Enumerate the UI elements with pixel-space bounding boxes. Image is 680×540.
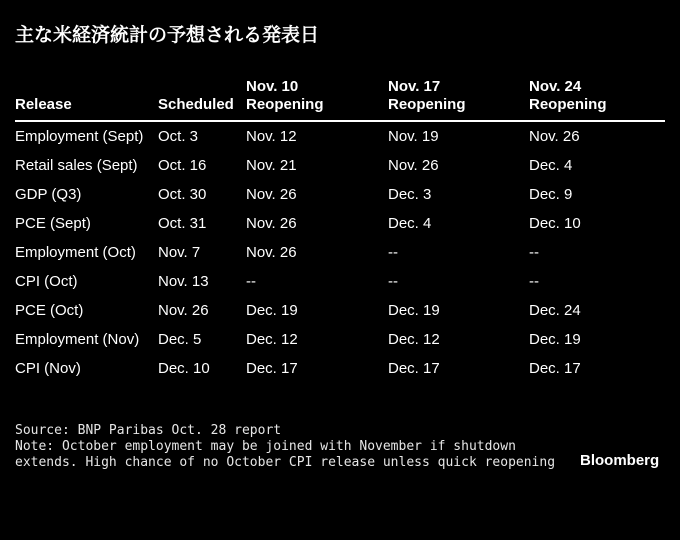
date-cell: -- (388, 244, 398, 261)
date-cell: Dec. 4 (529, 157, 573, 174)
column-header: Nov. 10 Reopening (246, 78, 388, 121)
date-cell: Dec. 24 (529, 302, 581, 319)
date-cell: Dec. 17 (246, 360, 298, 377)
chart-title: 主な米経済統計の予想される発表日 (15, 25, 320, 46)
date-cell: Nov. 26 (246, 215, 297, 232)
release-name-cell: PCE (Sept) (15, 215, 91, 232)
date-cell: Dec. 17 (388, 360, 440, 377)
date-cell: Dec. 17 (529, 360, 581, 377)
date-cell: Dec. 12 (388, 331, 440, 348)
release-table (15, 78, 665, 378)
table-row (15, 349, 665, 378)
date-cell: Nov. 7 (158, 244, 201, 261)
date-cell: Oct. 3 (158, 128, 199, 145)
date-cell: Dec. 10 (158, 360, 210, 377)
table-row (15, 291, 665, 320)
release-name-cell: Employment (Nov) (15, 331, 140, 348)
table-row (15, 204, 665, 233)
release-name-cell: CPI (Nov) (15, 360, 81, 377)
date-cell: Dec. 4 (388, 215, 432, 232)
release-name-cell: CPI (Oct) (15, 273, 78, 290)
date-cell: Dec. 19 (388, 302, 440, 319)
date-cell: Nov. 26 (246, 244, 297, 261)
date-cell: Nov. 26 (529, 128, 580, 145)
source-note (15, 423, 555, 471)
column-header: Nov. 24 Reopening (529, 78, 665, 121)
date-cell: Dec. 5 (158, 331, 202, 348)
table-row (15, 320, 665, 349)
date-cell: Dec. 12 (246, 331, 298, 348)
date-cell: Nov. 12 (246, 128, 297, 145)
source-line: Source: BNP Paribas Oct. 28 report (15, 423, 282, 438)
date-cell: Oct. 30 (158, 186, 207, 203)
date-cell: -- (529, 244, 539, 261)
table-row (15, 175, 665, 204)
note-line: extends. High chance of no October CPI release unless quick reopening (15, 455, 556, 470)
date-cell: Dec. 19 (529, 331, 581, 348)
date-cell: Dec. 3 (388, 186, 432, 203)
release-name-cell: GDP (Q3) (15, 186, 82, 203)
column-header: Nov. 17 Reopening (388, 78, 529, 121)
date-cell: -- (246, 273, 256, 290)
date-cell: -- (529, 273, 539, 290)
date-cell: Oct. 31 (158, 215, 207, 232)
bloomberg-logo: Bloomberg (580, 452, 660, 469)
release-name-cell: Employment (Oct) (15, 244, 136, 261)
table-row (15, 262, 665, 291)
date-cell: Nov. 26 (388, 157, 439, 174)
release-name-cell: PCE (Oct) (15, 302, 84, 319)
date-cell: Nov. 21 (246, 157, 297, 174)
release-name-cell: Employment (Sept) (15, 128, 144, 145)
date-cell: Nov. 26 (246, 186, 297, 203)
date-cell: -- (388, 273, 398, 290)
table-row (15, 146, 665, 175)
date-cell: Dec. 10 (529, 215, 581, 232)
table-row (15, 121, 665, 146)
date-cell: Nov. 26 (158, 302, 209, 319)
column-header: Scheduled (158, 78, 246, 121)
column-header: Release (15, 78, 158, 121)
date-cell: Nov. 19 (388, 128, 439, 145)
date-cell: Nov. 13 (158, 273, 209, 290)
table-row (15, 233, 665, 262)
date-cell: Dec. 9 (529, 186, 573, 203)
release-name-cell: Retail sales (Sept) (15, 157, 138, 174)
note-line: Note: October employment may be joined with November if shutdown (15, 439, 516, 454)
header-row (15, 78, 665, 121)
date-cell: Dec. 19 (246, 302, 298, 319)
date-cell: Oct. 16 (158, 157, 207, 174)
